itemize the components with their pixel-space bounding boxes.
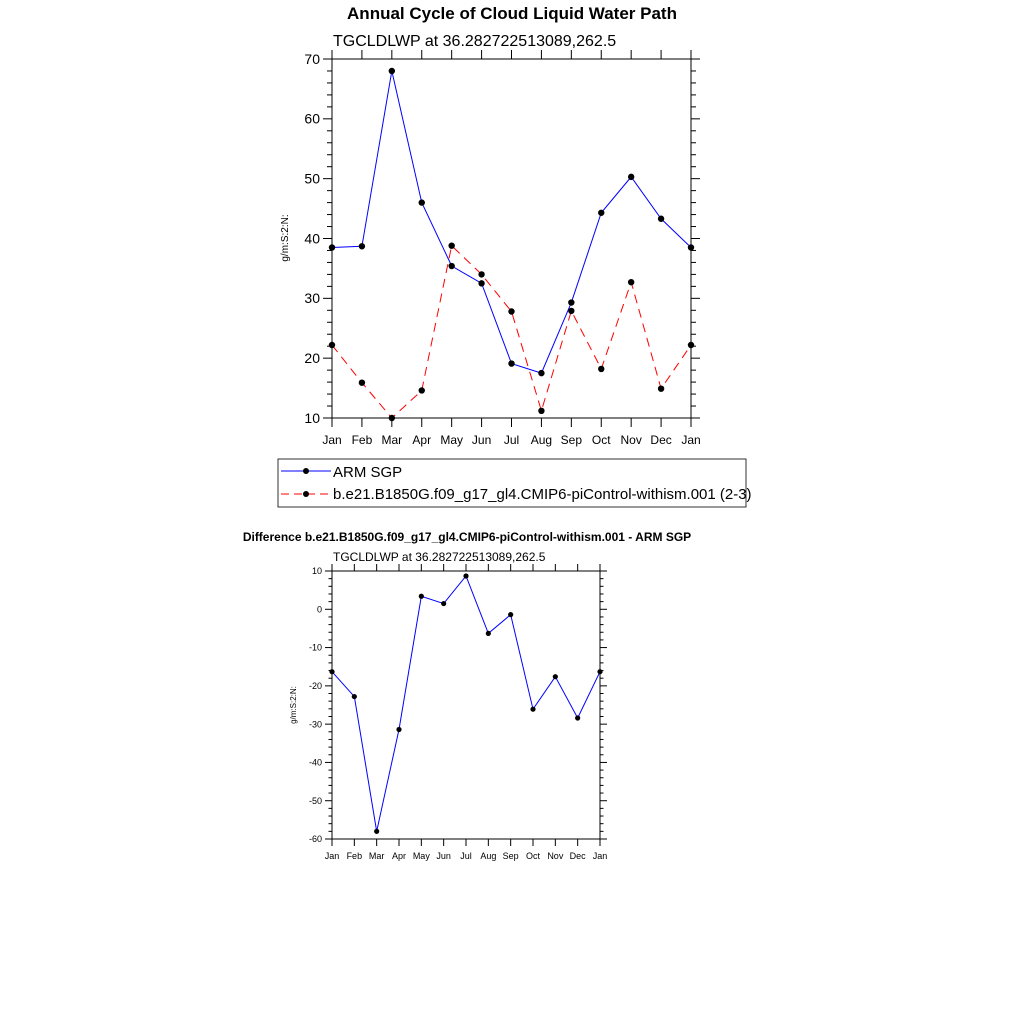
series-1-point	[658, 216, 664, 222]
y-tick-label: 20	[304, 350, 320, 367]
series-line-1	[332, 71, 691, 373]
x-tick-label: Feb	[351, 433, 373, 447]
x-tick-label: Jan	[322, 433, 342, 447]
y-tick-label: 30	[304, 290, 320, 307]
x-tick-label: Jul	[503, 433, 520, 447]
x-tick-label: May	[440, 433, 464, 447]
chart1-title: Annual Cycle of Cloud Liquid Water Path	[347, 4, 677, 23]
legend-label-model: b.e21.B1850G.f09_g17_gl4.CMIP6-piControl-withism.001 (2-3)	[333, 486, 752, 503]
chart1-series-group	[329, 68, 694, 421]
series-1-point	[553, 674, 558, 679]
series-1-point	[508, 612, 513, 617]
y-tick-label: 10	[311, 566, 322, 577]
series-1-point	[374, 829, 379, 834]
x-tick-label: Aug	[480, 851, 497, 861]
series-1-point	[538, 370, 544, 376]
x-tick-label: Sep	[502, 851, 519, 861]
series-1-point	[628, 174, 634, 180]
series-2-point	[568, 308, 574, 314]
series-2-point	[598, 366, 604, 372]
x-tick-label: Apr	[412, 433, 432, 447]
y-tick-label: 50	[304, 170, 320, 187]
chart1-legend	[278, 459, 752, 507]
x-tick-label: Jan	[592, 851, 608, 861]
x-tick-label: Jun	[471, 433, 492, 447]
x-tick-label: Feb	[346, 851, 363, 861]
chart2-title: Difference b.e21.B1850G.f09_g17_gl4.CMIP6-piControl-withism.001 - ARM SGP	[242, 530, 692, 544]
x-tick-label: Jan	[681, 433, 701, 447]
x-tick-label: Aug	[530, 433, 553, 447]
y-tick-label: 40	[304, 230, 320, 247]
series-1-point	[389, 68, 395, 74]
chart2-series-group	[329, 573, 602, 834]
y-tick-label: 0	[316, 604, 322, 615]
x-tick-label: Sep	[560, 433, 583, 447]
series-1-point	[441, 601, 446, 606]
series-1-point	[575, 715, 580, 720]
series-line-2	[332, 246, 691, 418]
chart2-x-axis	[325, 564, 608, 861]
series-2-point	[448, 242, 454, 248]
chart1-ylabel: g/m:S:2:N:	[280, 214, 291, 262]
x-tick-label: Mar	[368, 851, 385, 861]
y-tick-label: 70	[304, 50, 320, 67]
series-1-point	[568, 299, 574, 305]
series-1-point	[396, 727, 401, 732]
series-1-point	[352, 694, 357, 699]
series-1-point	[463, 573, 468, 578]
series-2-point	[508, 308, 514, 314]
series-1-point	[419, 199, 425, 205]
series-1-point	[486, 631, 491, 636]
x-tick-label: Oct	[591, 433, 611, 447]
y-tick-label: -30	[308, 719, 322, 730]
annual-cycle-chart	[280, 4, 701, 447]
series-2-point	[658, 385, 664, 391]
series-1-point	[530, 707, 535, 712]
series-1-point	[448, 263, 454, 269]
chart2-ylabel: g/m:S:2:N:	[289, 686, 298, 724]
legend-marker-arm	[303, 468, 309, 474]
chart1-x-axis	[322, 50, 700, 447]
legend-label-arm: ARM SGP	[333, 464, 403, 481]
series-line-1	[332, 576, 600, 831]
series-2-point	[538, 408, 544, 414]
difference-chart	[243, 530, 691, 861]
series-2-point	[628, 279, 634, 285]
y-tick-label: -10	[308, 642, 322, 653]
series-2-point	[419, 387, 425, 393]
x-tick-label: Nov	[547, 851, 564, 861]
x-tick-label: Jun	[436, 851, 451, 861]
chart1-subtitle: TGCLDLWP at 36.282722513089,262.5	[333, 33, 617, 50]
x-tick-label: Jan	[324, 851, 340, 861]
chart2-subtitle: TGCLDLWP at 36.282722513089,262.5	[333, 550, 546, 564]
series-1-point	[508, 360, 514, 366]
series-1-point	[478, 280, 484, 286]
x-tick-label: Jul	[460, 851, 472, 861]
series-1-point	[419, 594, 424, 599]
x-tick-label: Apr	[391, 851, 407, 861]
y-tick-label: 60	[304, 110, 320, 127]
series-1-point	[359, 243, 365, 249]
x-tick-label: May	[412, 851, 430, 861]
legend-marker-model	[303, 491, 309, 497]
x-tick-label: Dec	[569, 851, 586, 861]
x-tick-label: Mar	[381, 433, 403, 447]
chart2-y-axis	[309, 566, 607, 844]
y-tick-label: 10	[304, 409, 320, 426]
y-tick-label: -20	[308, 681, 322, 692]
x-tick-label: Dec	[650, 433, 672, 447]
y-tick-label: -60	[308, 834, 322, 845]
y-tick-label: -40	[308, 757, 322, 768]
series-2-point	[359, 379, 365, 385]
series-1-point	[598, 210, 604, 216]
y-tick-label: -50	[308, 795, 322, 806]
series-2-point	[478, 271, 484, 277]
x-tick-label: Oct	[525, 851, 541, 861]
chart2-plot-frame	[332, 571, 600, 839]
x-tick-label: Nov	[620, 433, 642, 447]
